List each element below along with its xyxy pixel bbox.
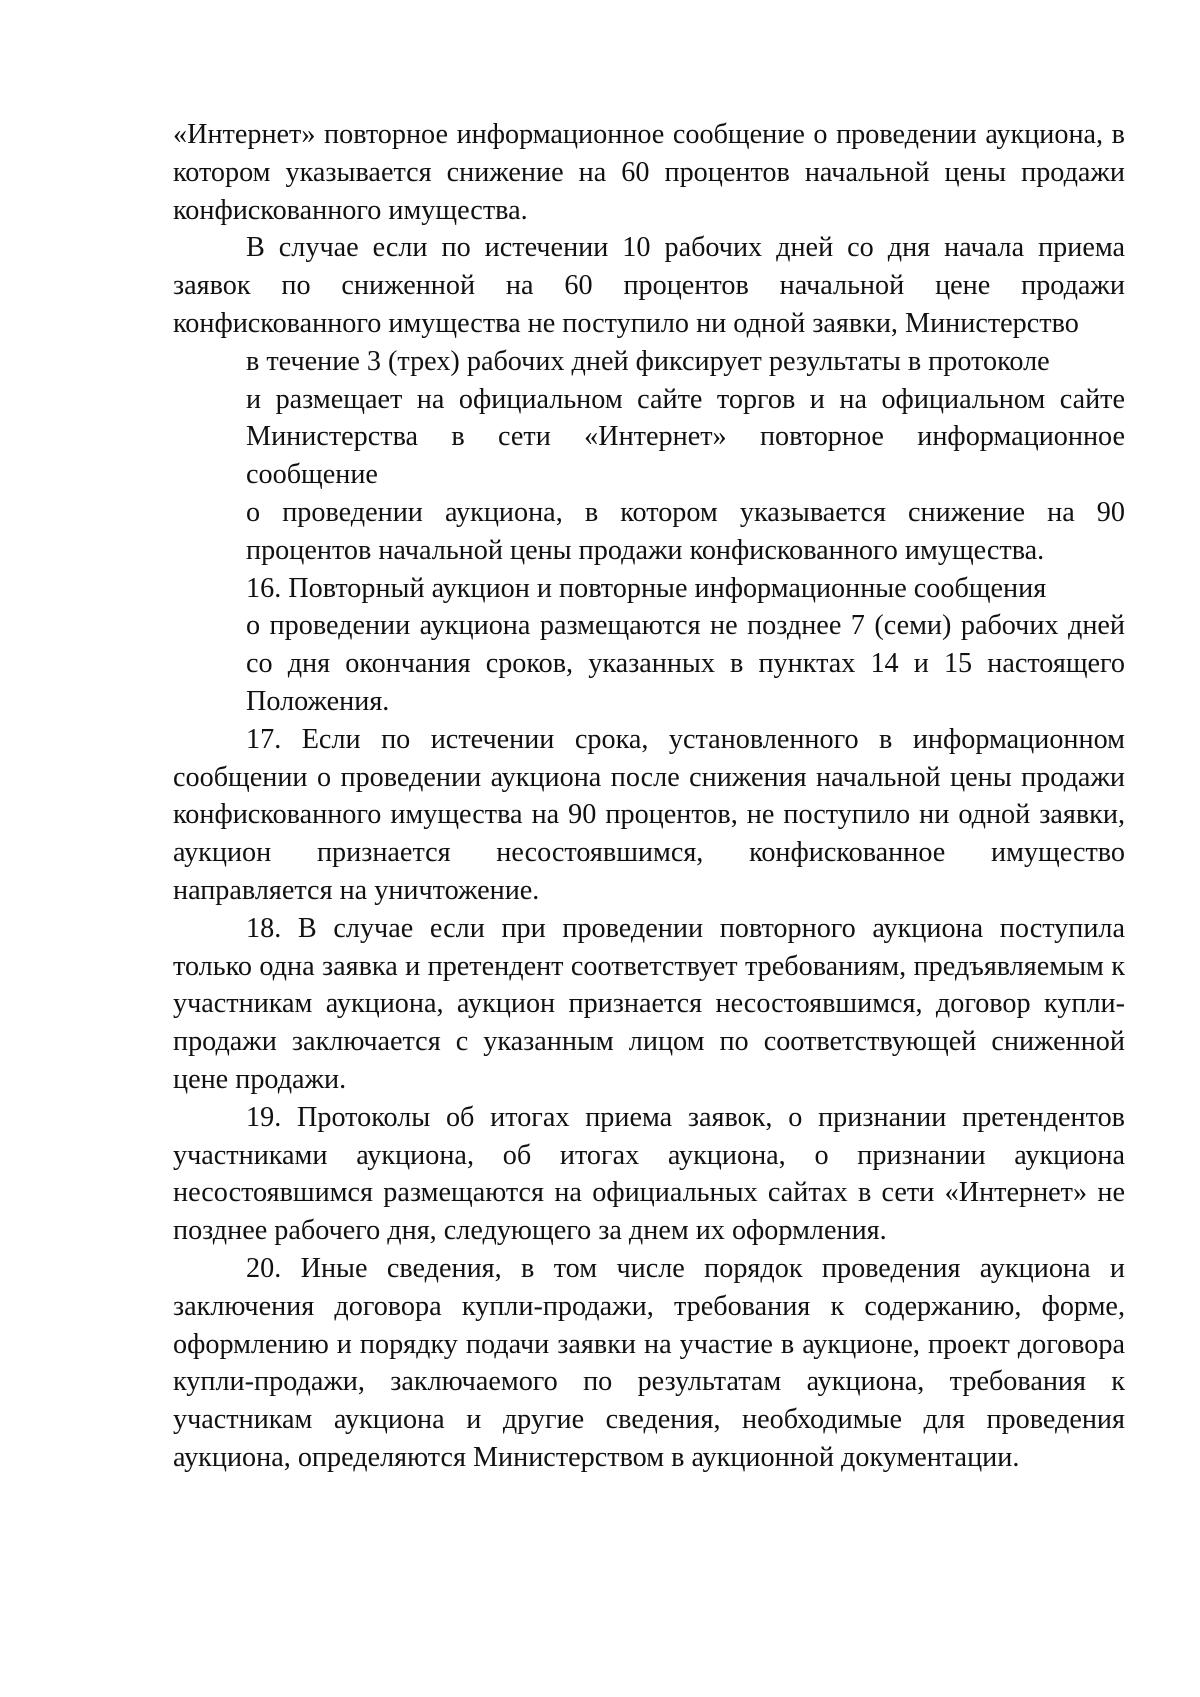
paragraph-16-body: о проведении аукциона размещаются не позднее 7 (семи) рабочих дней со дня окончания сроков, указанных в пунктах 14 и 15 настоящего Положения. xyxy=(246,610,1125,717)
paragraph-17: 17. Если по истечении срока, установленного в информационном сообщении о проведении аукциона после снижения начальной цены продажи конфискованного имущества на 90 процентов, не поступило ни одной заявки, аукцион признается несостоявшимся, конфискованное имущество направляется на уничтожение. xyxy=(173,723,1125,906)
paragraph-16-heading: 16. Повторный аукцион и повторные информационные сообщения xyxy=(246,572,1047,604)
paragraph-continuation: «Интернет» повторное информационное сообщение о проведении аукциона, в котором указывается снижение на 60 процентов начальной цены продажи конфискованного имущества. xyxy=(173,119,1125,226)
paragraph-20: 20. Иные сведения, в том числе порядок проведения аукциона и заключения договора купли-продажи, требования к содержанию, форме, оформлению и порядку подачи заявки на участие в аукционе, проект договора купли-продажи, заключаемого по результатам аукциона, требования к участникам аукциона и другие сведения, необходимые для проведения аукциона, определяются Министерством в аукционной документации. xyxy=(173,1252,1125,1473)
paragraph-18: 18. В случае если при проведении повторного аукциона поступила только одна заявка и претендент соответствует требованиям, предъявляемым к участникам аукциона, аукцион признается несостоявшимся, договор купли-продажи заключается с указанным лицом по соответствующей сниженной цене продажи. xyxy=(173,912,1125,1095)
paragraph-reduction-90: о проведении аукциона, в котором указывается снижение на 90 процентов начальной цены продажи конфискованного имущества. xyxy=(246,496,1125,566)
paragraph-19: 19. Протоколы об итогах приема заявок, о признании претендентов участниками аукциона, об итогах аукциона, о признании аукциона несостоявшимся размещаются на официальных сайтах в сети «Интернет» не позднее рабочего дня, следующего за днем их оформления. xyxy=(173,1101,1125,1247)
paragraph-protocol-fix: в течение 3 (трех) рабочих дней фиксирует результаты в протоколе xyxy=(246,345,1050,377)
paragraph-repeat-notice-60: В случае если по истечении 10 рабочих дней со дня начала приема заявок по сниженной на 60 процентов начальной цене продажи конфискованного имущества не поступило ни одной заявки, Министерство xyxy=(173,232,1125,339)
document-body xyxy=(173,116,1125,1477)
paragraph-publish-notice: и размещает на официальном сайте торгов и на официальном сайте Министерства в сети «Интернет» повторное информационное сообщение xyxy=(246,383,1125,491)
